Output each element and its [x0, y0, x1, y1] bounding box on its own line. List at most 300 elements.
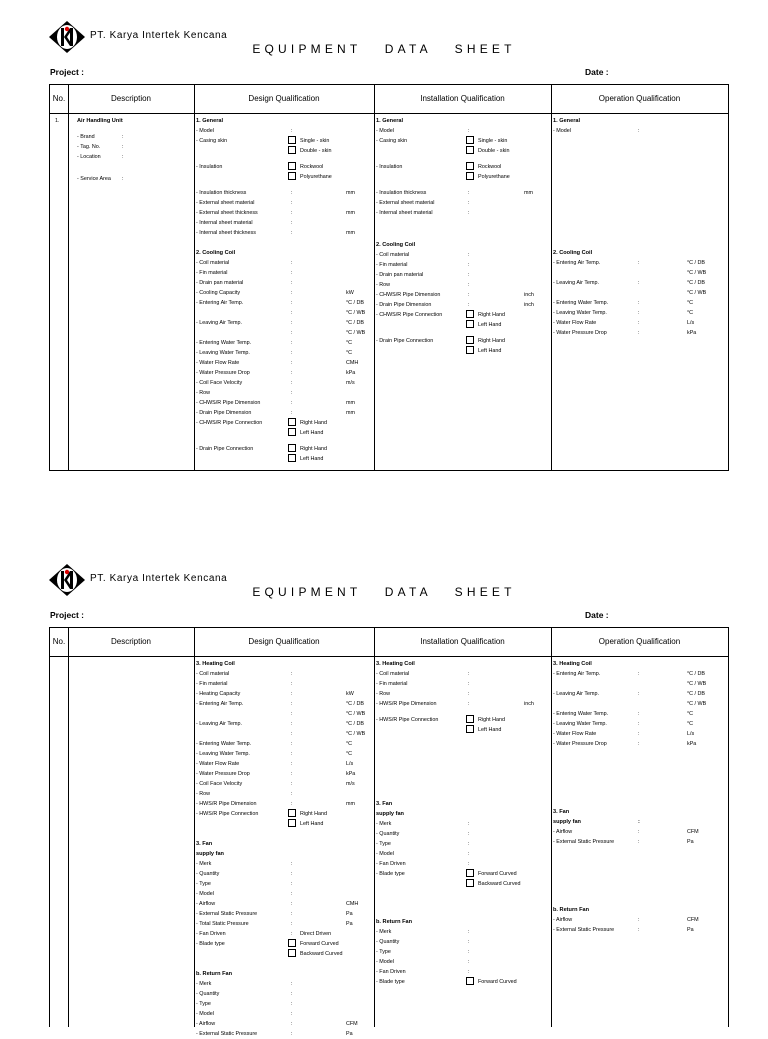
field-row — [376, 839, 551, 849]
field-label: - Coil material — [196, 671, 230, 677]
option-checkbox[interactable] — [466, 146, 474, 154]
field-row — [553, 278, 728, 288]
field-row — [196, 162, 374, 172]
field-row — [553, 699, 728, 709]
option-label: Left Hand — [300, 821, 324, 827]
field-colon: : — [638, 927, 640, 933]
spacer — [196, 829, 374, 839]
field-label: - HWS/R Pipe Connection — [196, 811, 259, 817]
field-row — [376, 136, 551, 146]
field-colon: : — [638, 280, 640, 286]
table-header — [50, 628, 728, 657]
field-label: 1. General — [196, 118, 224, 124]
field-row — [376, 146, 551, 156]
field-row — [553, 258, 728, 268]
option-label: Right Hand — [300, 420, 327, 426]
field-row — [196, 699, 374, 709]
field-row — [376, 699, 551, 709]
field-label: 3. Fan — [553, 809, 570, 815]
field-label: supply fan — [553, 819, 581, 825]
option-label: Double - skin — [478, 148, 510, 154]
field-row — [196, 378, 374, 388]
section-heading — [376, 240, 551, 250]
field-label: 3. Heating Coil — [196, 661, 235, 667]
field-label: - Water Pressure Drop — [553, 330, 607, 336]
field-label: - Leaving Air Temp. — [196, 721, 243, 727]
field-colon: : — [291, 340, 293, 346]
field-row — [196, 679, 374, 689]
field-row — [196, 172, 374, 182]
field-row — [376, 172, 551, 182]
field-row — [376, 290, 551, 300]
date-label: Date : — [585, 67, 609, 77]
option-label: Right Hand — [300, 446, 327, 452]
field-label: - Entering Water Temp. — [196, 340, 252, 346]
field-unit: °C / WB — [346, 731, 366, 737]
section-heading — [553, 905, 728, 915]
field-unit: °C / WB — [687, 270, 707, 276]
option-label: Polyurethane — [300, 174, 332, 180]
field-unit: °C / DB — [687, 671, 706, 677]
field-colon: : — [291, 220, 293, 226]
option-checkbox[interactable] — [288, 454, 296, 462]
field-row — [196, 454, 374, 464]
field-colon: : — [291, 781, 293, 787]
field-colon: : — [291, 230, 293, 236]
option-checkbox[interactable] — [288, 809, 296, 817]
option-checkbox[interactable] — [466, 172, 474, 180]
field-label: - Casing skin — [196, 138, 228, 144]
field-label: - External sheet material — [196, 200, 255, 206]
option-label: Right Hand — [478, 717, 505, 723]
field-label: - Fin material — [196, 270, 228, 276]
field-colon: : — [468, 691, 470, 697]
field-colon: : — [638, 320, 640, 326]
field-colon: : — [291, 761, 293, 767]
field-colon: : — [638, 721, 640, 727]
option-checkbox[interactable] — [466, 310, 474, 318]
field-row — [376, 162, 551, 172]
field-unit: °C — [687, 300, 694, 306]
field-colon: : — [291, 741, 293, 747]
date-label: Date : — [585, 610, 609, 620]
field-colon: : — [291, 791, 293, 797]
field-row — [196, 338, 374, 348]
field-label: - Row — [196, 791, 211, 797]
option-checkbox[interactable] — [466, 336, 474, 344]
document-title: EQUIPMENT DATA SHEET — [252, 42, 516, 56]
field-colon: : — [638, 839, 640, 845]
field-colon: : — [291, 270, 293, 276]
field-label: - Drain pan material — [196, 280, 244, 286]
field-unit: kW — [346, 290, 354, 296]
field-label: - Blade type — [376, 979, 405, 985]
field-row — [376, 260, 551, 270]
field-row — [196, 218, 374, 228]
option-checkbox[interactable] — [466, 162, 474, 170]
field-row — [553, 298, 728, 308]
field-label: 3. Heating Coil — [553, 661, 592, 667]
header-operation: Operation Qualification — [598, 637, 681, 646]
design-column — [196, 116, 374, 464]
field-label: - Entering Water Temp. — [553, 300, 609, 306]
field-unit: kPa — [687, 330, 697, 336]
option-checkbox[interactable] — [288, 819, 296, 827]
field-row — [196, 909, 374, 919]
section-heading — [553, 659, 728, 669]
option-checkbox[interactable] — [466, 879, 474, 887]
section-heading — [77, 116, 192, 126]
company-name: PT. Karya Intertek Kencana — [90, 30, 228, 41]
option-checkbox[interactable] — [288, 444, 296, 452]
field-row — [196, 729, 374, 739]
field-row — [196, 759, 374, 769]
field-label: - External Static Pressure — [196, 911, 258, 917]
field-label: 2. Cooling Coil — [376, 242, 416, 248]
field-colon: : — [291, 280, 293, 286]
field-unit: °C / WB — [687, 290, 707, 296]
field-label: - Blade type — [376, 871, 405, 877]
field-colon: : — [468, 831, 470, 837]
field-colon: : — [468, 959, 470, 965]
spacer — [553, 238, 728, 248]
field-row — [196, 258, 374, 268]
field-unit: mm — [346, 190, 355, 196]
field-label: - Airflow — [196, 901, 216, 907]
field-label: - Type — [196, 881, 211, 887]
field-label: - Model — [553, 128, 571, 134]
field-row — [77, 142, 192, 152]
field-label: - Airflow — [196, 1021, 216, 1027]
section-heading — [553, 807, 728, 817]
field-unit: inch — [524, 292, 534, 298]
field-row — [196, 348, 374, 358]
field-row — [77, 132, 192, 142]
field-label: - Fin material — [376, 262, 408, 268]
field-colon: : — [638, 731, 640, 737]
field-colon: : — [638, 819, 640, 825]
field-label: 2. Cooling Coil — [553, 250, 593, 256]
field-row — [196, 358, 374, 368]
field-row — [196, 418, 374, 428]
field-label: - Airflow — [553, 829, 573, 835]
field-label: - External Static Pressure — [553, 927, 615, 933]
header-installation: Installation Qualification — [420, 637, 505, 646]
option-checkbox[interactable] — [466, 136, 474, 144]
field-unit: °C / DB — [346, 701, 365, 707]
field-row — [376, 967, 551, 977]
field-colon: : — [638, 711, 640, 717]
field-label: 2. Cooling Coil — [196, 250, 236, 256]
option-checkbox[interactable] — [288, 949, 296, 957]
field-colon: : — [291, 330, 293, 336]
field-colon: : — [291, 1011, 293, 1017]
field-row — [376, 819, 551, 829]
option-checkbox[interactable] — [466, 869, 474, 877]
field-colon: : — [122, 134, 124, 140]
field-label: - Coil material — [376, 671, 410, 677]
header-installation: Installation Qualification — [420, 94, 505, 103]
field-colon: : — [291, 911, 293, 917]
option-checkbox[interactable] — [288, 172, 296, 180]
section-heading — [196, 849, 374, 859]
field-label: - Merk — [376, 929, 392, 935]
field-label: - Leaving Water Temp. — [196, 751, 250, 757]
option-checkbox[interactable] — [466, 320, 474, 328]
field-colon: : — [122, 154, 124, 160]
field-label: - Leaving Air Temp. — [196, 320, 243, 326]
field-row — [553, 827, 728, 837]
field-colon: : — [468, 821, 470, 827]
field-colon: : — [291, 260, 293, 266]
field-row — [553, 268, 728, 278]
field-colon: : — [638, 330, 640, 336]
field-row — [376, 927, 551, 937]
field-unit: °C / WB — [346, 711, 366, 717]
field-label: 1. General — [553, 118, 581, 124]
field-row — [196, 979, 374, 989]
option-label: Rockwool — [478, 164, 502, 170]
field-row — [196, 278, 374, 288]
field-row — [376, 679, 551, 689]
field-colon: : — [291, 931, 293, 937]
option-label: Left Hand — [300, 430, 324, 436]
field-colon: : — [291, 290, 293, 296]
field-label: - Water Pressure Drop — [196, 771, 250, 777]
field-colon: : — [291, 410, 293, 416]
field-label: - Water Flow Rate — [553, 731, 597, 737]
field-unit: °C / WB — [346, 310, 366, 316]
field-label: - Entering Air Temp. — [553, 671, 601, 677]
option-label: Right Hand — [478, 312, 505, 318]
field-label: - Insulation thickness — [196, 190, 247, 196]
field-unit: Pa — [687, 839, 694, 845]
option-checkbox[interactable] — [466, 715, 474, 723]
field-colon: : — [638, 260, 640, 266]
company-name: PT. Karya Intertek Kencana — [90, 573, 228, 584]
field-unit: CFM — [687, 917, 699, 923]
section-heading — [196, 659, 374, 669]
field-colon: : — [638, 671, 640, 677]
field-colon: : — [468, 302, 470, 308]
option-checkbox[interactable] — [466, 977, 474, 985]
option-checkbox[interactable] — [288, 162, 296, 170]
option-label: Single - skin — [300, 138, 330, 144]
field-label: - Water Pressure Drop — [196, 370, 250, 376]
field-colon: : — [291, 801, 293, 807]
field-row — [196, 1029, 374, 1039]
field-label: 3. Fan — [376, 801, 393, 807]
header-design: Design Qualification — [248, 94, 320, 103]
field-unit: °C — [687, 310, 694, 316]
field-colon: : — [291, 360, 293, 366]
field-row — [196, 1009, 374, 1019]
option-checkbox[interactable] — [288, 146, 296, 154]
field-colon: : — [468, 851, 470, 857]
field-row — [376, 725, 551, 735]
field-label: b. Return Fan — [553, 907, 590, 913]
field-row — [376, 937, 551, 947]
field-label: - HWS/R Pipe Dimension — [196, 801, 257, 807]
field-label: - Coil Face Velocity — [196, 380, 243, 386]
field-row — [196, 869, 374, 879]
field-colon: : — [291, 300, 293, 306]
field-unit: mm — [346, 400, 355, 406]
field-colon: : — [468, 210, 470, 216]
field-label: - Row — [376, 282, 391, 288]
field-colon: : — [638, 128, 640, 134]
no-column — [55, 116, 60, 126]
header-description: Description — [110, 94, 151, 103]
field-row — [196, 689, 374, 699]
field-colon: : — [291, 861, 293, 867]
option-checkbox[interactable] — [288, 418, 296, 426]
field-label: - Insulation — [376, 164, 403, 170]
field-label: - HWS/R Pipe Connection — [376, 717, 439, 723]
field-label: - External Static Pressure — [553, 839, 615, 845]
field-row — [376, 859, 551, 869]
field-colon: : — [468, 282, 470, 288]
option-label: Polyurethane — [478, 174, 510, 180]
field-label: - Location — [77, 154, 101, 160]
field-row — [376, 126, 551, 136]
field-label: - Brand — [77, 134, 95, 140]
field-row — [376, 250, 551, 260]
field-row — [376, 947, 551, 957]
field-label: - Entering Water Temp. — [553, 711, 609, 717]
option-checkbox[interactable] — [288, 939, 296, 947]
field-colon: : — [291, 721, 293, 727]
field-colon: : — [468, 262, 470, 268]
field-row — [553, 689, 728, 699]
field-unit: °C / WB — [687, 681, 707, 687]
field-row — [553, 925, 728, 935]
field-colon: : — [638, 300, 640, 306]
field-colon: : — [468, 701, 470, 707]
field-unit: m/s — [346, 781, 355, 787]
field-unit: °C — [687, 711, 694, 717]
field-label: supply fan — [196, 851, 224, 857]
field-row — [376, 300, 551, 310]
field-label: - Entering Air Temp. — [553, 260, 601, 266]
field-row — [196, 709, 374, 719]
installation-column — [376, 659, 551, 987]
section-heading — [553, 116, 728, 126]
field-row — [196, 188, 374, 198]
field-colon: : — [468, 292, 470, 298]
header-no: No. — [52, 637, 66, 646]
field-label: - Entering Air Temp. — [196, 300, 244, 306]
field-label: - Drain Pipe Dimension — [196, 410, 252, 416]
field-label: - Row — [196, 390, 211, 396]
field-row — [196, 328, 374, 338]
field-unit: kPa — [346, 771, 356, 777]
field-label: - Merk — [196, 981, 212, 987]
field-row — [553, 837, 728, 847]
field-label: - Model — [196, 891, 214, 897]
field-unit: m/s — [346, 380, 355, 386]
option-checkbox[interactable] — [466, 346, 474, 354]
field-row — [196, 819, 374, 829]
field-label: - Entering Water Temp. — [196, 741, 252, 747]
project-label: Project : — [50, 67, 85, 77]
field-row — [196, 809, 374, 819]
field-unit: °C — [346, 350, 353, 356]
field-colon: : — [638, 741, 640, 747]
field-row — [553, 126, 728, 136]
option-checkbox[interactable] — [288, 428, 296, 436]
data-table — [49, 627, 729, 1037]
field-row — [376, 879, 551, 889]
field-colon: : — [291, 771, 293, 777]
field-label: Air Handling Unit — [77, 118, 123, 124]
section-heading — [553, 817, 728, 827]
field-row — [196, 989, 374, 999]
option-checkbox[interactable] — [288, 136, 296, 144]
field-label: - Quantity — [376, 939, 400, 945]
field-row — [196, 939, 374, 949]
field-colon: : — [291, 731, 293, 737]
option-checkbox[interactable] — [466, 725, 474, 733]
field-row — [196, 769, 374, 779]
field-row — [196, 1019, 374, 1029]
field-row — [376, 310, 551, 320]
field-unit: mm — [524, 190, 533, 196]
field-label: - Water Flow Rate — [553, 320, 597, 326]
field-colon: : — [291, 200, 293, 206]
field-row — [196, 146, 374, 156]
field-row — [376, 320, 551, 330]
option-label: Forward Curved — [478, 979, 517, 985]
field-label: - Model — [196, 128, 214, 134]
field-colon: : — [638, 917, 640, 923]
field-row — [376, 689, 551, 699]
field-unit: °C — [687, 721, 694, 727]
field-row — [553, 328, 728, 338]
field-row — [196, 749, 374, 759]
field-label: b. Return Fan — [376, 919, 413, 925]
field-unit: °C / DB — [687, 260, 706, 266]
field-row — [196, 298, 374, 308]
field-colon: : — [468, 190, 470, 196]
field-label: - Internal sheet material — [196, 220, 253, 226]
option-label: Right Hand — [300, 811, 327, 817]
field-colon: : — [468, 252, 470, 258]
field-label: - Blade type — [196, 941, 225, 947]
operation-column — [553, 116, 728, 338]
field-label: - Water Flow Rate — [196, 761, 240, 767]
spacer — [376, 907, 551, 917]
option-label: Backward Curved — [300, 951, 343, 957]
section-heading — [376, 809, 551, 819]
field-colon: : — [291, 380, 293, 386]
option-label: Left Hand — [478, 727, 502, 733]
field-label: - Total Static Pressure — [196, 921, 249, 927]
field-colon: : — [468, 272, 470, 278]
design-column — [196, 659, 374, 1039]
option-label: Right Hand — [478, 338, 505, 344]
field-unit: °C — [346, 751, 353, 757]
field-colon: : — [468, 128, 470, 134]
field-row — [376, 198, 551, 208]
field-unit: Pa — [346, 921, 353, 927]
field-colon: : — [468, 200, 470, 206]
field-colon: : — [291, 891, 293, 897]
section-heading — [196, 116, 374, 126]
field-label: - Tag. No. — [77, 144, 101, 150]
field-unit: Pa — [346, 911, 353, 917]
field-label: - Service Area — [77, 176, 111, 182]
